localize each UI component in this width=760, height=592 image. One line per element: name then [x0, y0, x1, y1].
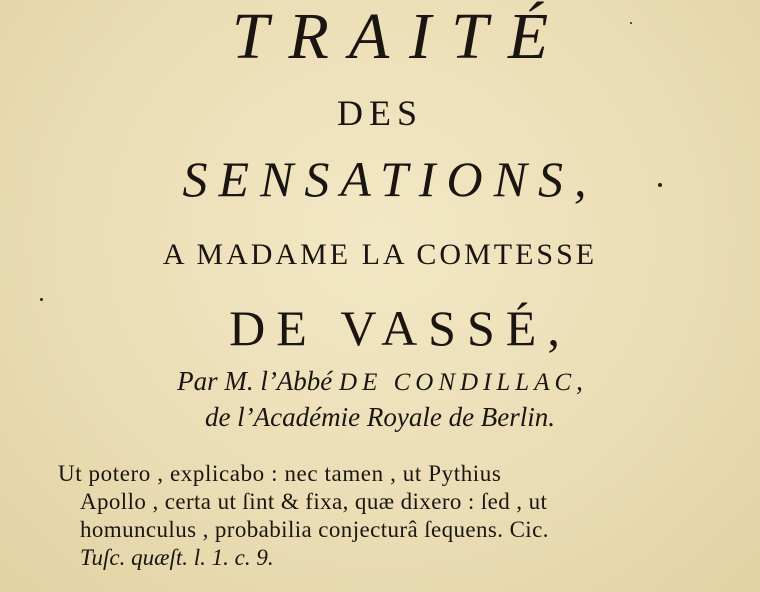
- epigraph: [54, 460, 704, 572]
- epigraph-line: homunculus , probabilia conjecturâ ſequens. Cic.: [80, 517, 549, 542]
- book-title: TRAITÉ: [231, 0, 569, 73]
- dedication-line: A MADAME LA COMTESSE: [162, 238, 598, 271]
- academy-line: de l’Académie Royale de Berlin.: [204, 402, 556, 432]
- paper-speck: [658, 183, 662, 187]
- dedicatee-name: DE VASSÉ,: [229, 300, 571, 356]
- epigraph-line: Ut potero , explicabo : nec tamen , ut Pythius: [58, 461, 502, 486]
- paper-speck: [40, 298, 43, 301]
- title-sensations: SENSATIONS,: [182, 151, 598, 207]
- author-name: DE CONDILLAC: [339, 369, 577, 396]
- epigraph-line: Apollo , certa ut ſint & fixa, quæ dixero : ſed , ut: [80, 489, 548, 514]
- title-des: DES: [336, 93, 423, 133]
- author-prefix: Par M. l’Abbé: [177, 366, 340, 396]
- author-line: [0, 364, 760, 400]
- paper-speck: [630, 22, 632, 24]
- author-suffix: ,: [576, 366, 583, 396]
- epigraph-citation: Tuſc. quæſt. l. 1. c. 9.: [80, 545, 274, 570]
